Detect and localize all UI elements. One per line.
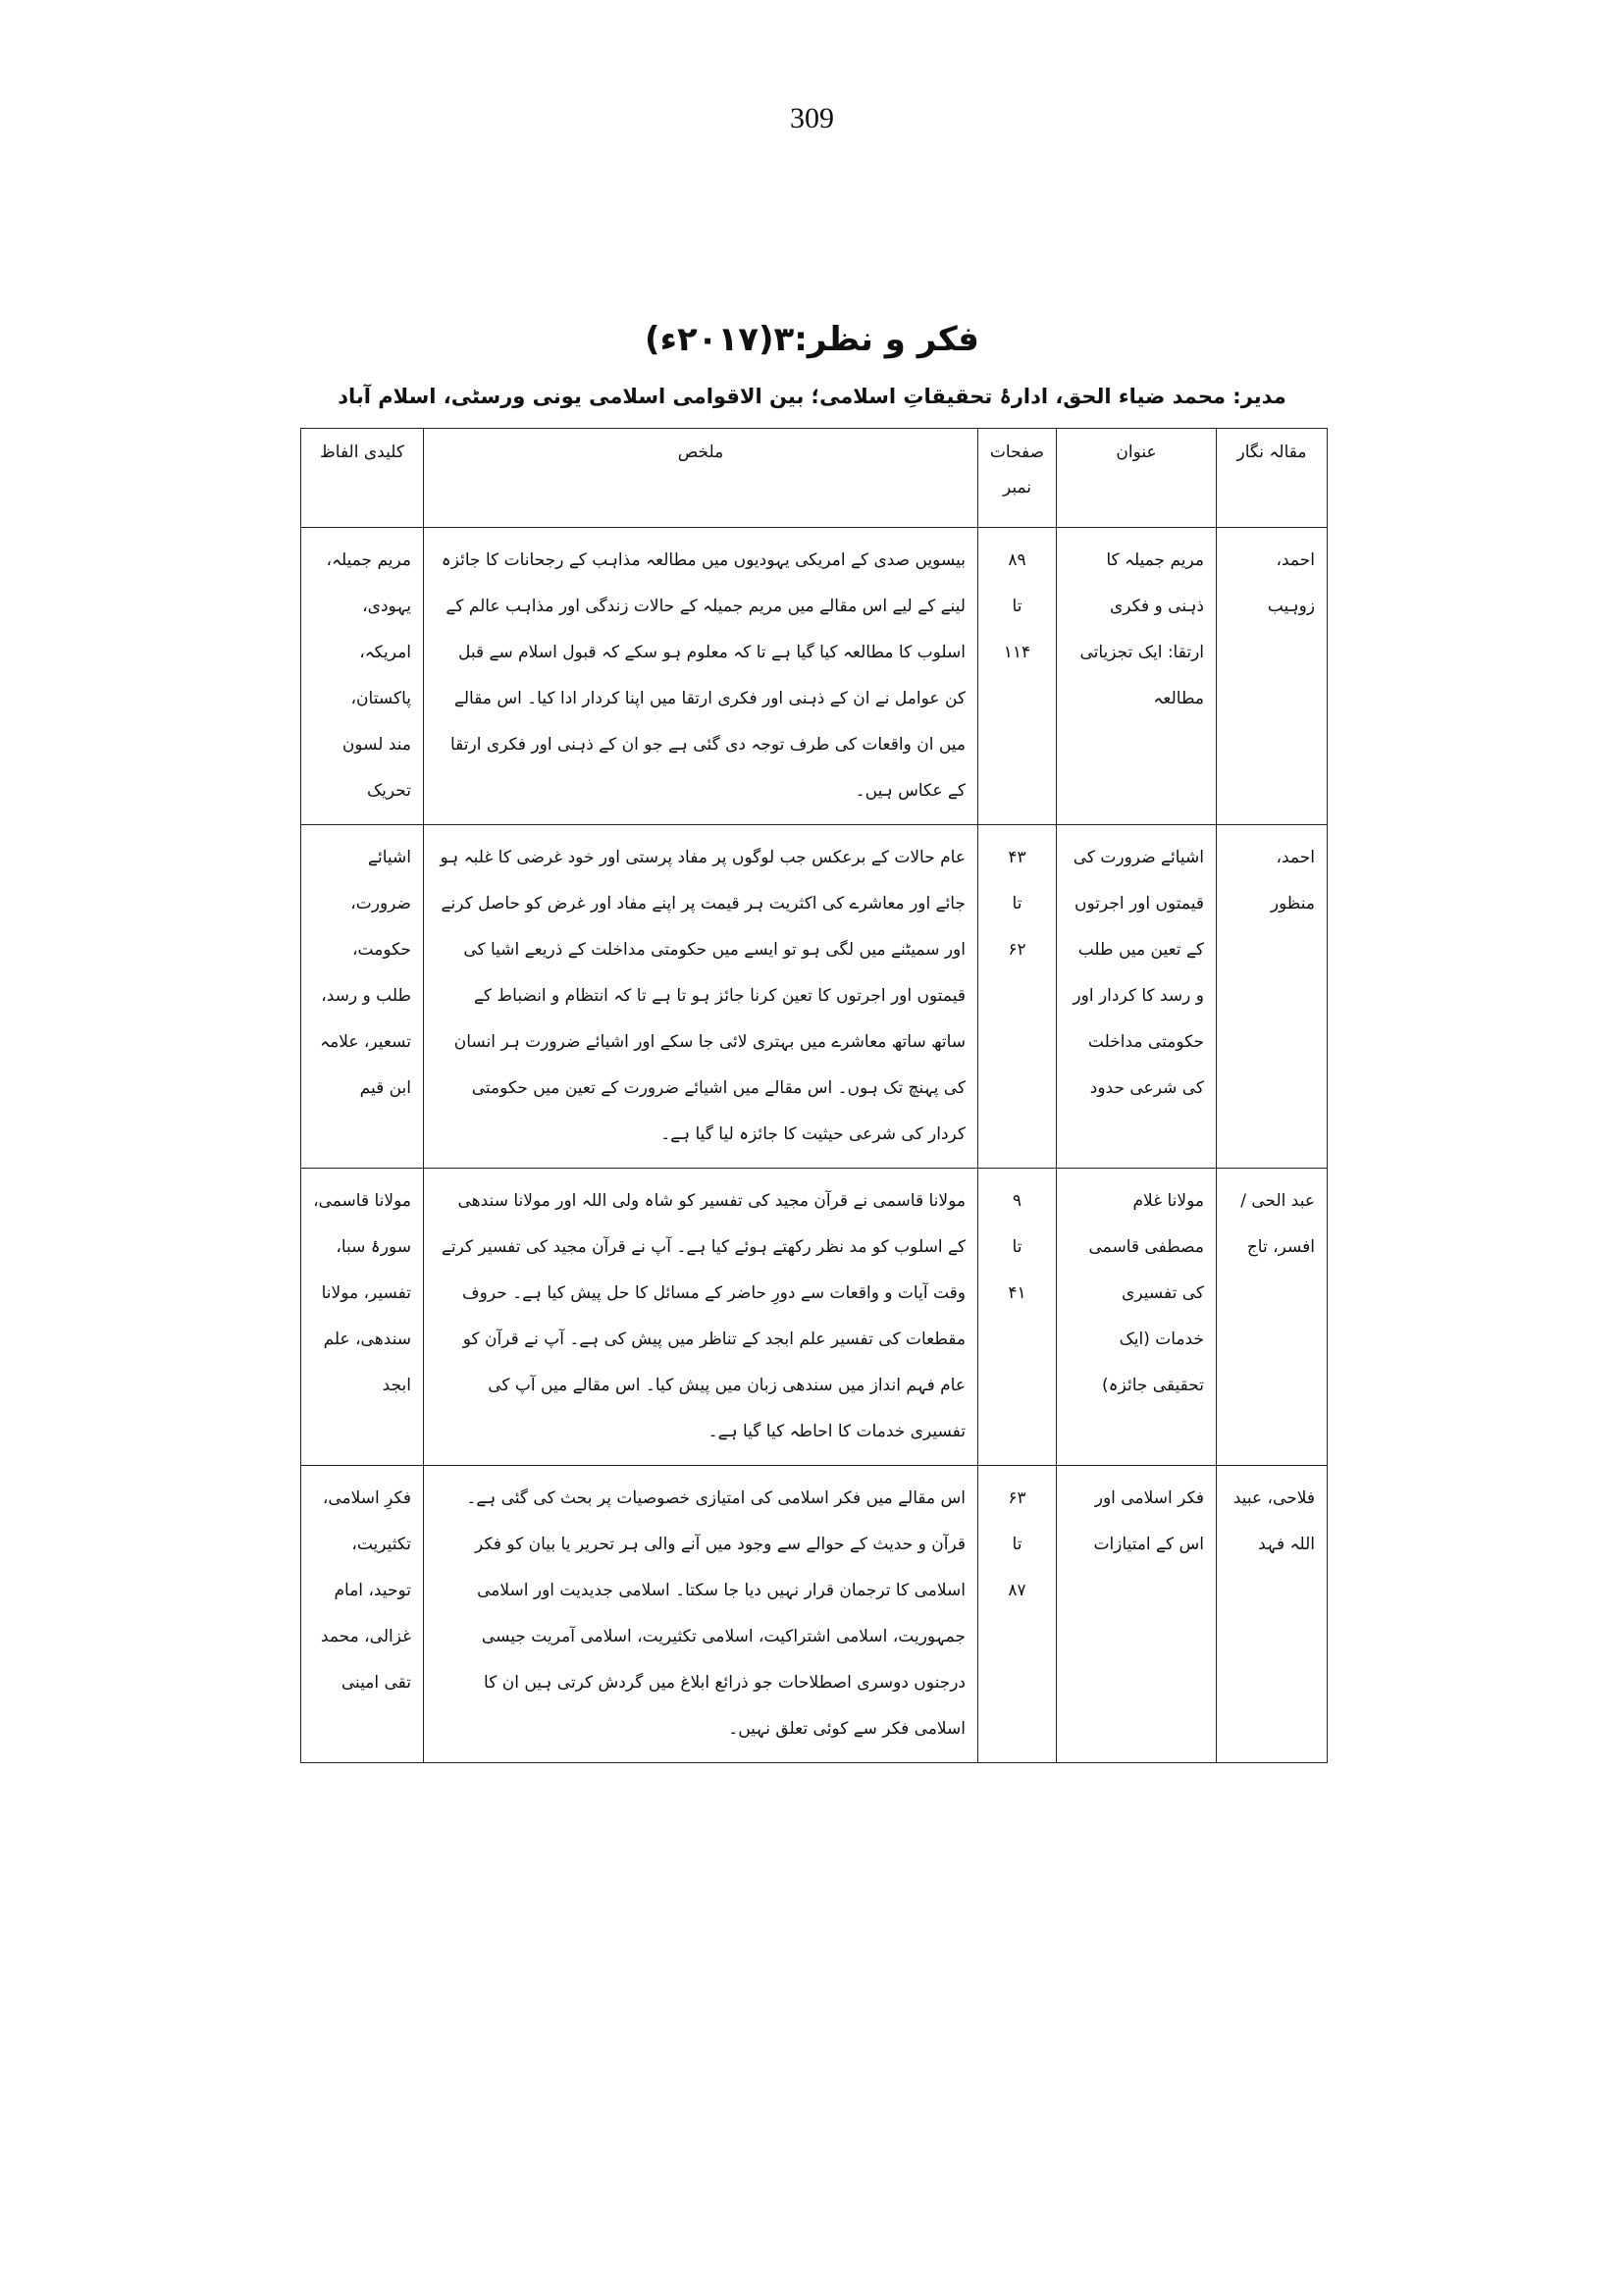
page-number: 309 <box>790 102 834 134</box>
keyword: غزالی، محمد <box>320 1627 411 1646</box>
keyword: ابن قیم <box>359 1078 411 1098</box>
cell-pages <box>978 1466 1057 1763</box>
header-title: عنوان <box>1057 429 1217 528</box>
keyword: توحید، امام <box>334 1581 411 1600</box>
keyword: اشیائے <box>368 848 411 867</box>
pages-separator: تا <box>1012 1535 1022 1554</box>
keyword: فکرِ اسلامی، <box>322 1488 411 1508</box>
pages-from: ۹ <box>1012 1191 1022 1211</box>
pages-separator: تا <box>1012 894 1022 913</box>
keyword: حکومت، <box>352 940 411 960</box>
keyword: سندھی، علم <box>323 1330 411 1349</box>
keyword: مولانا قاسمی، <box>313 1191 411 1211</box>
table-row <box>301 825 1328 1169</box>
keyword: تحریک <box>366 781 411 801</box>
cell-keywords <box>301 528 424 825</box>
cell-summary: بیسویں صدی کے امریکی یہودیوں میں مطالعہ مذاہب کے رجحانات کا جائزہ لینے کے لیے اس مقالے میں مریم جمیلہ کے حالات زندگی اور مذاہب عالم کے اسلوب کا مطالعہ کیا گیا ہے تا کہ معلوم ہو سکے کہ قبول اسلام سے قبل کن عوامل نے ان کے ذہنی اور فکری ارتقا میں اپنا کردار ادا کیا۔ اس مقالے میں ان واقعات کی طرف توجہ دی گئی ہے جو ان کے ذہنی اور فکری ارتقا کے عکاس ہیں۔ <box>424 528 978 825</box>
cell-author: احمد، زوہیب <box>1217 528 1328 825</box>
keyword: ابجد <box>382 1376 411 1395</box>
cell-author: فلاحی، عبید اللہ فہد <box>1217 1466 1328 1763</box>
cell-pages <box>978 528 1057 825</box>
editor-line: مدیر: محمد ضیاء الحق، ادارۂ تحقیقاتِ اسلامی؛ بین الاقوامی اسلامی یونی ورسٹی، اسلام آباد <box>338 385 1286 408</box>
table-row <box>301 528 1328 825</box>
cell-title: مریم جمیلہ کا ذہنی و فکری ارتقا: ایک تجزیاتی مطالعہ <box>1057 528 1217 825</box>
pages-from: ۴۳ <box>1008 848 1026 867</box>
cell-author: عبد الحی / افسر، تاج <box>1217 1169 1328 1466</box>
keyword: ضرورت، <box>350 894 411 913</box>
article-index-table <box>300 428 1328 1763</box>
cell-title: اشیائے ضرورت کی قیمتوں اور اجرتوں کے تعین میں طلب و رسد کا کردار اور حکومتی مداخلت کی شرعی حدود <box>1057 825 1217 1169</box>
pages-to: ۶۲ <box>1008 940 1026 960</box>
pages-to: ۴۱ <box>1008 1283 1026 1303</box>
keyword: یہودی، <box>362 597 411 616</box>
header-summary: ملخص <box>424 429 978 528</box>
table-row <box>301 1169 1328 1466</box>
table-row <box>301 1466 1328 1763</box>
keyword: مند لسون <box>341 735 411 755</box>
cell-pages <box>978 825 1057 1169</box>
pages-to: ۱۱۴ <box>1003 643 1031 662</box>
cell-title: فکر اسلامی اور اس کے امتیازات <box>1057 1466 1217 1763</box>
keyword: تفسیر، مولانا <box>321 1283 411 1303</box>
keyword: تسعیر، علامہ <box>320 1032 411 1052</box>
keyword: تقی امینی <box>341 1673 411 1693</box>
pages-to: ۸۷ <box>1008 1581 1026 1600</box>
keyword: مریم جمیلہ، <box>326 550 411 570</box>
cell-summary: اس مقالے میں فکر اسلامی کی امتیازی خصوصیات پر بحث کی گئی ہے۔ قرآن و حدیث کے حوالے سے وجود میں آنے والی ہر تحریر یا بیان کو فکر اسلامی کا ترجمان قرار نہیں دیا جا سکتا۔ اسلامی جدیدیت اور اسلامی جمہوریت، اسلامی اشتراکیت، اسلامی تکثیریت، اسلامی آمریت جیسی درجنوں دوسری اصطلاحات جو ذرائع ابلاغ میں گردش کرتی ہیں ان کا اسلامی فکر سے کوئی تعلق نہیں۔ <box>424 1466 978 1763</box>
pages-separator: تا <box>1012 1237 1022 1257</box>
keyword: پاکستان، <box>350 689 411 708</box>
cell-keywords <box>301 1169 424 1466</box>
header-pages: صفحات نمبر <box>978 429 1057 528</box>
keyword: سورۂ سبا، <box>336 1237 411 1257</box>
cell-summary: مولانا قاسمی نے قرآن مجید کی تفسیر کو شاہ ولی اللہ اور مولانا سندھی کے اسلوب کو مد نظر رکھتے ہوئے کیا ہے۔ آپ نے قرآن مجید کی تفسیر کرتے وقت آیات و واقعات سے دورِ حاضر کے مسائل کا حل پیش کیا ہے۔ حروف مقطعات کی تفسیر علم ابجد کے تناظر میں پیش کی ہے۔ آپ نے قرآن کو عام فہم انداز میں سندھی زبان میں پیش کیا۔ اس مقالے میں آپ کی تفسیری خدمات کا احاطہ کیا گیا ہے۔ <box>424 1169 978 1466</box>
pages-from: ۸۹ <box>1008 550 1026 570</box>
cell-author: احمد، منظور <box>1217 825 1328 1169</box>
keyword: تکثیریت، <box>351 1535 411 1554</box>
journal-title: فکر و نظر:۳(۲۰۱۷ء) <box>645 320 979 359</box>
header-keywords: کلیدی الفاظ <box>301 429 424 528</box>
cell-keywords <box>301 825 424 1169</box>
header-author: مقالہ نگار <box>1217 429 1328 528</box>
keyword: طلب و رسد، <box>321 986 411 1006</box>
pages-separator: تا <box>1012 597 1022 616</box>
pages-from: ۶۳ <box>1008 1488 1026 1508</box>
table-header-row <box>301 429 1328 528</box>
cell-keywords <box>301 1466 424 1763</box>
keyword: امریکہ، <box>359 643 411 662</box>
cell-pages <box>978 1169 1057 1466</box>
cell-summary: عام حالات کے برعکس جب لوگوں پر مفاد پرستی اور خود غرضی کا غلبہ ہو جائے اور معاشرے کی اکثریت ہر قیمت پر اپنے مفاد اور غرض کو حاصل کرنے اور سمیٹنے میں لگی ہو تو ایسے میں حکومتی مداخلت کے ذریعے اشیا کی قیمتوں اور اجرتوں کا تعین کرنا جائز ہو تا ہے تا کہ انتظام و انضباط کے ساتھ ساتھ معاشرے میں بہتری لائی جا سکے اور اشیائے ضرورت ہر انسان کی پہنچ تک ہوں۔ اس مقالے میں اشیائے ضرورت کے تعین میں حکومتی کردار کی شرعی حیثیت کا جائزہ لیا گیا ہے۔ <box>424 825 978 1169</box>
cell-title: مولانا غلام مصطفی قاسمی کی تفسیری خدمات (ایک تحقیقی جائزہ) <box>1057 1169 1217 1466</box>
